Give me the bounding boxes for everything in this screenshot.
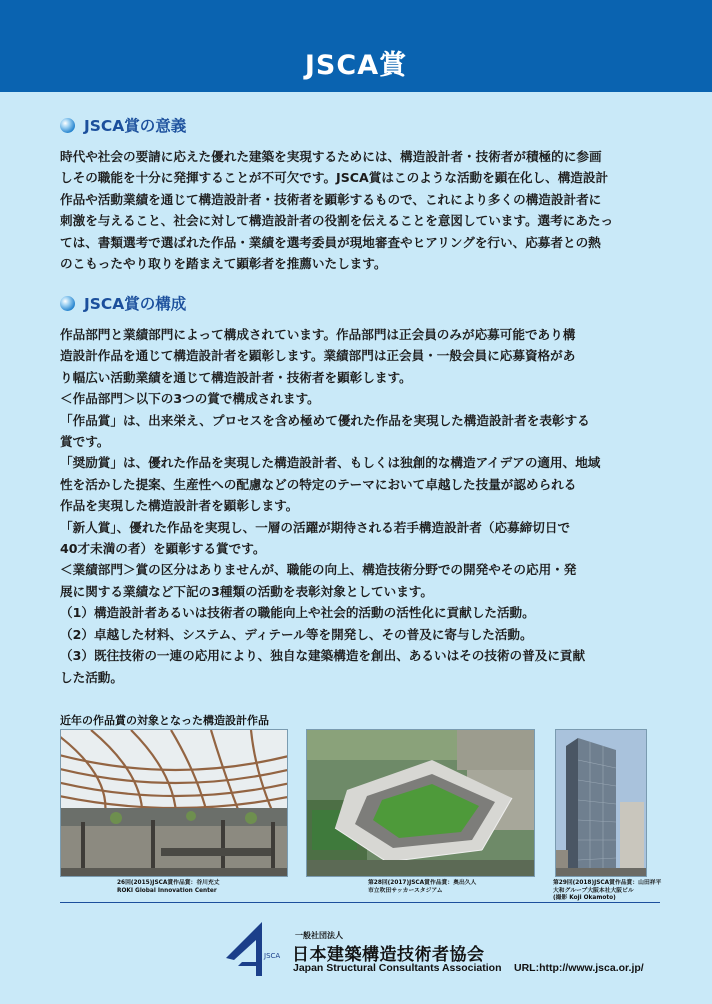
paragraph-line: 時代や社会の要請に応えた優れた建築を実現するためには、構造設計者・技術者が積極的に参画 (60, 149, 602, 164)
header-bar (0, 0, 712, 92)
footer-divider (60, 902, 660, 903)
roof-lattice-image (61, 730, 288, 877)
bullet-icon (60, 296, 75, 311)
paragraph-line: 40才未満の者）を顕彰する賞です。 (60, 541, 266, 557)
paragraph-line: ＜作品部門＞以下の3つの賞で構成されます。 (60, 391, 320, 407)
photo-roki (60, 729, 288, 877)
paragraph-line: しその職能を十分に発揮することが不可欠です。JSCA賞はこのような活動を顕在化し、構造設計 (60, 170, 609, 186)
section-title: JSCA賞の意義 (84, 117, 187, 135)
jsca-logo-icon (222, 918, 288, 978)
paragraph-line: 「作品賞」は、出来栄え、プロセスを含め極めて優れた作品を実現した構造設計者を表彰する (60, 412, 590, 428)
paragraph-line: 「新人賞」、優れた作品を実現し、一層の活躍が期待される若手構造設計者（応募締切日で (60, 519, 571, 535)
section-heading-structure (60, 292, 186, 314)
caption-line: 市立吹田サッカースタジアム (368, 887, 443, 894)
caption-line: 第28回(2017)JSCA賞作品賞：奥出久人 (368, 880, 477, 886)
paragraph-line: 賞です。 (60, 434, 110, 450)
paragraph-line: 「奨励賞」は、優れた作品を実現した構造設計者、もしくは独創的な構造アイデアの適用、地域 (60, 455, 601, 471)
paragraph-line: （1）構造設計者あるいは技術者の職能向上や社会的活動の活性化に貢献した活動。 (60, 605, 535, 621)
org-name: 日本建築構造技術者協会 (292, 945, 485, 965)
paragraph-line: （2）卓越した材料、システム、ディテール等を開発し、その普及に寄与した活動。 (60, 626, 533, 642)
paragraph-line: 造設計作品を通じて構造設計者を顕彰します。業績部門は正会員・一般会員に応募資格があ (60, 348, 576, 364)
highrise-image (556, 730, 647, 877)
paragraph-line: 刺激を与えること、社会に対して構造設計者の役割を伝えることを意図しています。選考にあたっ (60, 213, 614, 229)
org-name-english: Japan Structural Consultants Association (293, 962, 502, 974)
section-title: JSCA賞の構成 (84, 295, 187, 313)
page-title: JSCA賞 (304, 50, 408, 81)
org-type: 一般社団法人 (295, 931, 343, 940)
paragraph-line: 作品部門と業績部門によって構成されています。作品部門は正会員のみが応募可能であり構 (60, 327, 576, 342)
section-heading-significance (60, 114, 186, 136)
bullet-icon (60, 118, 75, 133)
photo-caption-highrise (553, 880, 661, 903)
paragraph-line: した活動。 (60, 669, 123, 685)
paragraph-line: （3）既往技術の一連の応用により、独自な建築構造を創出、あるいはその技術の普及に貢献 (60, 648, 586, 664)
stadium-image (307, 730, 535, 877)
photo-stadium (306, 729, 535, 877)
caption-line: (撮影 Koji Okamoto) (553, 895, 616, 901)
caption-line: 第29回(2018)JSCA賞作品賞：山田祥平 (553, 880, 662, 886)
paragraph-line: 作品や活動業績を通じて構造設計者・技術者を顕彰するもので、これにより多くの構造設計者に (60, 191, 602, 207)
photo-caption-stadium (368, 880, 476, 895)
paragraph-line: のこもったやり取りを踏まえて顕彰者を推薦いたします。 (60, 256, 387, 272)
caption-line: 26回(2015)JSCA賞作品賞：谷川充丈 (117, 880, 220, 886)
paragraph-line: 展に関する業績など下記の3種類の活動を表彰対象としています。 (60, 583, 433, 599)
paragraph-line: ては、書類選考で選ばれた作品・業績を選考委員が現地審査やヒアリングを行い、応募者との熱 (60, 234, 601, 250)
section-body-significance (60, 146, 660, 274)
works-title: 近年の作品賞の対象となった構造設計作品 (60, 714, 269, 727)
paragraph-line: り幅広い活動業績を通じて構造設計者・技術者を顕彰します。 (60, 369, 412, 385)
paragraph-line: 作品を実現した構造設計者を顕彰します。 (60, 498, 299, 514)
photo-caption-roki (117, 880, 220, 895)
caption-line: ROKI Global Innovation Center (117, 887, 217, 894)
photo-highrise (555, 729, 647, 877)
paragraph-line: 性を活かした提案、生産性への配慮などの特定のテーマにおいて卓越した技量が認められる (60, 476, 577, 492)
paragraph-line: ＜業績部門＞賞の区分はありませんが、職能の向上、構造技術分野での開発やその応用・発 (60, 562, 577, 578)
org-url: URL:http://www.jsca.or.jp/ (514, 962, 644, 974)
section-body-structure (60, 324, 660, 688)
logo-text: JSCA (264, 952, 281, 960)
caption-line: 大和グループ大阪本社大阪ビル (553, 887, 634, 894)
